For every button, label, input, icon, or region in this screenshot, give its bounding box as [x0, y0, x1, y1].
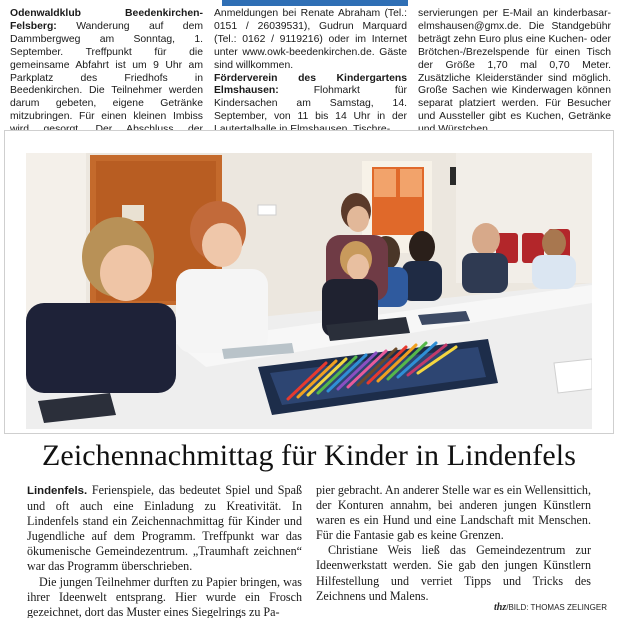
brief-lead-foerderverein: Förderverein des Kindergartens Elmshausen: [214, 72, 407, 97]
headline: Zeichennachmittag für Kinder in Lindenfels [41, 439, 576, 472]
article-paragraph-2: Die jungen Teilnehmer durften zu Papier bringen, was ihrer Ideenwelt entsprang. Hier wurde ein Frosch gezeichnet, dort das Muster eines Siegelrings zu Pa- [27, 574, 302, 618]
brief-text-registration: Anmeldungen bei Renate Abraham (Tel.: 0151 / 26039531), Gudrun Marquard (Tel.: 0162 / 9119216) oder im Internet unter www.owk-beedenkirchen.de. Gäste sind willkommen. [214, 8, 407, 71]
article-photo [26, 153, 592, 429]
brief-lead-odenwaldklub: Odenwaldklub Beedenkirchen-Felsberg: [10, 8, 203, 32]
brief-column-2 [214, 8, 407, 137]
dateline: Lindenfels. [27, 485, 88, 497]
article-column-right [316, 483, 591, 604]
brief-text-reservations: servierungen per E-Mail an kinderbasar-elmshausen@gmx.de. Die Standgebühr beträgt zehn Euro plus eine Kuchen- oder Brötchen-/Brezelspende für einen Tisch der Größe 1,70 mal 0,70 Meter. Zusätzliche Kleiderständer sind möglich. Große Sachen wie Kinderwagen können separat platziert werden. Für Besucher und Aussteller gibt es Kuchen, Getränke [418, 8, 611, 123]
article-paragraph-4: Christiane Weis ließ das Gemeindezentrum zur Ideenwerkstatt werden. Sie gab den jungen Künstlern Hilfestellung und verriet Tipps und Tricks des Zeichnens und Malens. [316, 543, 591, 603]
photo-credit [494, 602, 607, 613]
photo-illustration [26, 153, 592, 429]
brief-text-odenwaldklub: Wanderung auf dem Dammbergweg am Sonntag, 1. September. Treffpunkt für die gemeinsame Abfahrt ist um 9 Uhr am Parkplatz des Friedhofs in Beedenkirchen. Die Teilnehmer werden darum gebeten, eigene Getränke mitzubringen. Für einen kleinen Imbiss [10, 20, 204, 123]
brief-text-flohmarkt: Flohmarkt für Kindersachen am Samstag, 14. September, von 11 bis 14 Uhr in der [214, 85, 407, 123]
article-paragraph-1: Ferienspiele, das bedeutet Spiel und Spaß und oft auch eine Einladung zu Kreativität. In Lindenfels stand ein Zeichennachmittag für Kinder und Jugendliche auf dem Programm. Treffpunkt war das ökumenische Gemeindezentrum. „Traumhaft zeichnen“ war das Programm überschrieben. [27, 483, 302, 574]
credit-initials: thz [494, 602, 507, 613]
article-column-left [27, 483, 302, 618]
brief-column-3 [418, 8, 611, 137]
credit-text: /BILD: THOMAS ZELINGER [506, 603, 607, 612]
section-tab [222, 0, 408, 6]
article-paragraph-3: pier gebracht. An anderer Stelle war es ein Wellensittich, der Konturen annahm, bei anderen jungen Künstlern waren es ein Hund und eine Landschaft mit Menschen. Für die Fantasie gab es keine Grenzen. [316, 483, 591, 543]
